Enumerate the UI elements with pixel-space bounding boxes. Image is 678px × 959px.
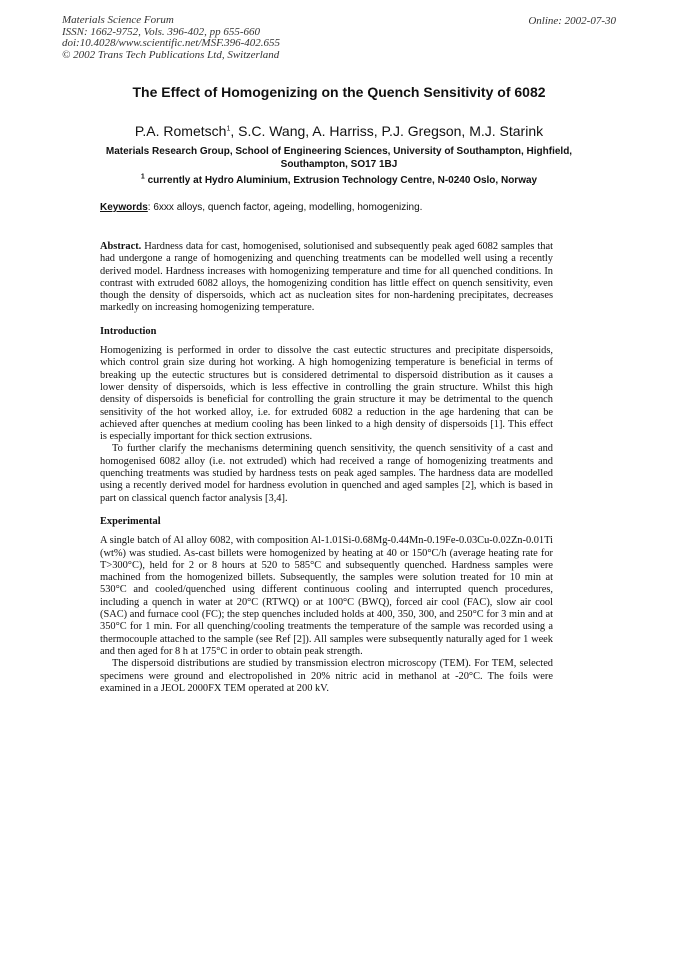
introduction-heading: Introduction (100, 325, 157, 337)
paper-body (100, 241, 553, 695)
author-footnote-mark: 1 (226, 125, 231, 133)
affiliation-footnote-mark: 1 (140, 173, 145, 181)
experimental-heading: Experimental (100, 515, 161, 527)
affiliation: Materials Research Group, School of Engineering Sciences, University of Southampton, Highfield, Southampton, SO17 1BJ (105, 146, 573, 170)
keywords-text: : 6xxx alloys, quench factor, ageing, modelling, homogenizing. (147, 202, 423, 213)
journal-name: Materials Science Forum (62, 14, 174, 26)
doi-line: doi:10.4028/www.scientific.net/MSF.396-402.655 (62, 37, 281, 50)
abstract-paragraph (100, 241, 553, 315)
paper-title: The Effect of Homogenizing on the Quench Sensitivity of 6082 (132, 84, 546, 100)
abstract-label: Abstract. (100, 241, 142, 252)
experimental-paragraph-2: The dispersoid distributions are studied by transmission electron microscopy (TEM). For TEM, selected specimens were ground and electropolished in 20% nitric acid in methanol at -20°C. The foils were examined in a JEOL 2000FX TEM operated at 200 kV. (100, 658, 553, 694)
copyright-line: © 2002 Trans Tech Publications Ltd, Switzerland (62, 48, 280, 61)
keywords-label: Keywords (100, 202, 148, 213)
first-author: P.A. Rometsch (134, 123, 227, 139)
affiliation-footnote-text: currently at Hydro Aluminium, Extrusion Technology Centre, N-0240 Oslo, Norway (144, 175, 538, 186)
publication-metadata (62, 15, 280, 61)
keywords-line (100, 202, 422, 213)
author-list (0, 123, 678, 139)
abstract-text: Hardness data for cast, homogenised, solutionised and subsequently peak aged 6082 samples that had undergone a range of homogenizing and quenching treatments can be modelled well using a recently derived model. Hardness increases with homogenizing temperature and time for all quenched conditions. In contrast with extruded 6082 alloys, the homogenizing condition has little effect on quench sensitivity, even though the density of dispersoids, which act as nucleation sites for non-hardening precipitates, decreases markedly on increasing homogenizing temperature. (100, 241, 553, 314)
experimental-paragraph-1: A single batch of Al alloy 6082, with composition Al-1.01Si-0.68Mg-0.44Mn-0.19Fe-0.03Cu-0.02Zn-0.01Ti (wt%) was studied. As-cast billets were homogenized by heating at 40 or 150°C/h (average heating rate for T>300°C), held for 2 or 8 hours at 520 to 585°C and subsequently quenched. Hardness samples were machined from the homogenized billets. Subsequently, the samples were solution treated for 10 min at 530°C and cooled/quenched using different continuous cooling and interrupted quench procedures, including a quench in water at 20°C (RTWQ) or at 100°C (BWQ), forced air cool (FAC), slow air cool (SAC) and furnace cool (FC); the step quenches included holds at 400, 350, 300, and 250°C for 3 min and at 350°C for 1 min. For all quenching/cooling treatments the temperature of the sample was recorded using a thermocouple attached to the sample (see Ref [2]). All samples were subsequently naturally aged for 1 week and then aged for 8 h at 175°C in order to obtain peak strength. (100, 535, 553, 657)
introduction-paragraph-1: Homogenizing is performed in order to dissolve the cast eutectic structures and precipitate dispersoids, which control grain size during hot working. A high homogenizing temperature is beneficial in terms of breaking up the eutectic structures but is considered detrimental to dispersoid distribution as it causes a lower density of dispersoids, which is less effective in controlling the grain structure. Whilst this high density of dispersoids is beneficial for controlling the grain structure it may be detrimental to the quench sensitivity of the hot worked alloy, i.e. for extruded 6082 a reduction in the age hardening that can be achieved after quenches at medium cooling has been linked to a high density of dispersoids [1]. This effect is especially important for thick section extrusions. (100, 345, 553, 443)
online-date: Online: 2002-07-30 (528, 15, 616, 27)
introduction-paragraph-2: To further clarify the mechanisms determining quench sensitivity, the quench sensitivity of a cast and homogenised 6082 alloy (i.e. not extruded) which had received a range of homogenizing treatments and quenching treatments was studied by hardness tests on peak aged samples. The hardness data are modelled using a recently derived model for hardness evolution in quenched and aged samples [2], which is based in part on classical quench factor analysis [3,4]. (100, 443, 553, 504)
issn-line: ISSN: 1662-9752, Vols. 396-402, pp 655-660 (62, 25, 260, 38)
other-authors: , S.C. Wang, A. Harriss, P.J. Gregson, M.J. Starink (230, 123, 544, 139)
affiliation-footnote (95, 175, 583, 188)
